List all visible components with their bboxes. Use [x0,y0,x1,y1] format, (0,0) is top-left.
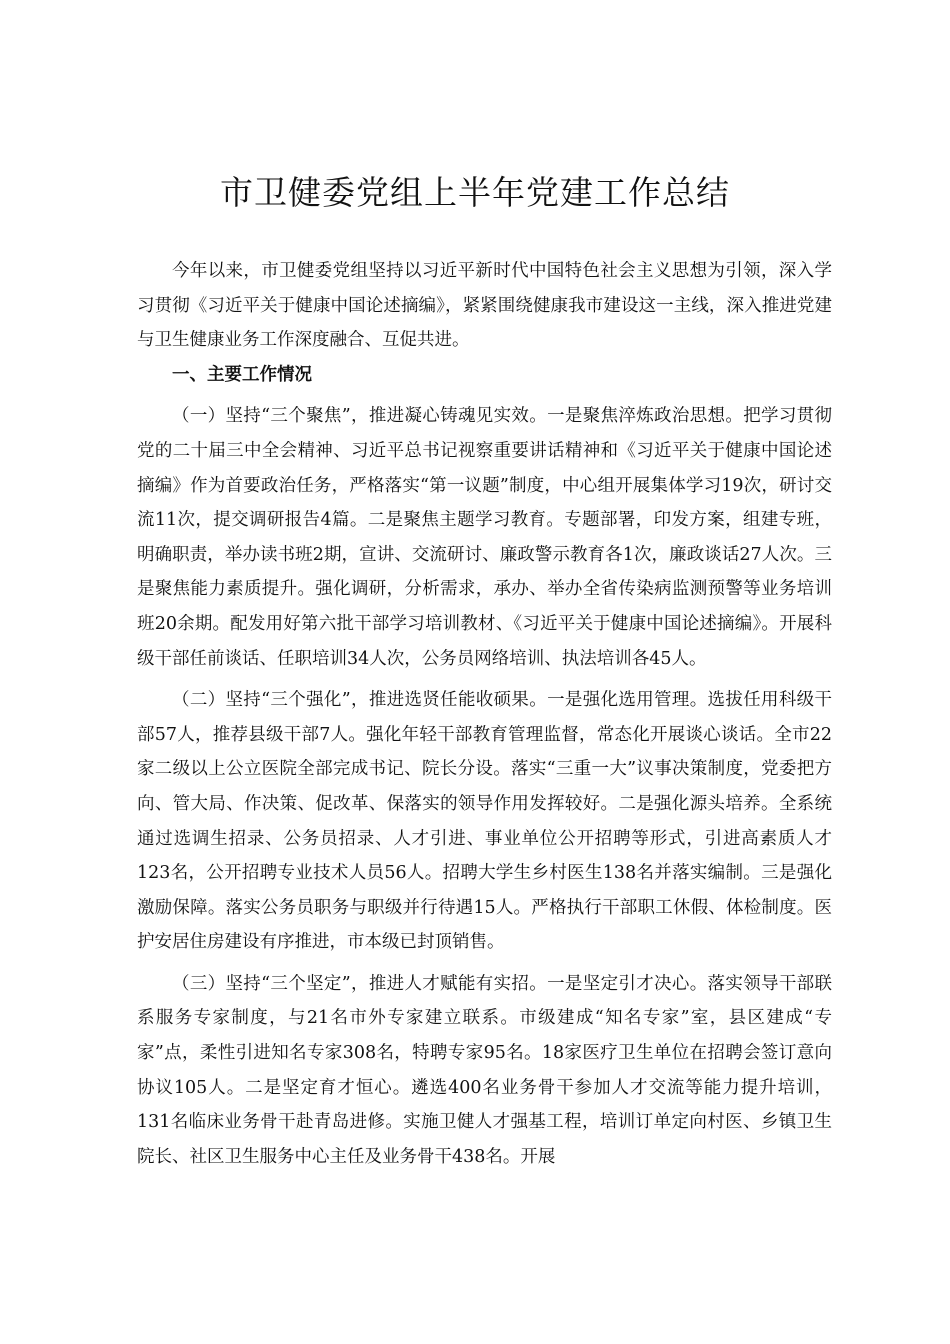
intro-paragraph: 今年以来，市卫健委党组坚持以习近平新时代中国特色社会主义思想为引领，深入学习贯彻《习近平关于健康中国论述摘编》，紧紧围绕健康我市建设这一主线，深入推进党建与卫生健康业务工作深度融合、互促共进。 [137,261,832,351]
document-title: 市卫健委党组上半年党建工作总结 [220,173,730,212]
body-paragraph-3: （三）坚持“三个坚定”，推进人才赋能有实招。一是坚定引才决心。落实领导干部联系服务专家制度，与21名市外专家建立联系。市级建成“知名专家”室，县区建成“专家”点，柔性引进知名专家308名，特聘专家95名。18家医疗卫生单位在招聘会签订意向协议105人。二是坚定育才恒心。遴选400名业务骨干参加人才交流等能力提升培训，131名临床业务骨干赴青岛进修。实施卫健人才强基工程，培训订单定向村医、乡镇卫生院长、社区卫生服务中心主任及业务骨干438名。开展 [137,973,832,1167]
body-paragraph-2: （二）坚持“三个强化”，推进选贤任能收硕果。一是强化选用管理。选拔任用科级干部57人，推荐县级干部7人。强化年轻干部教育管理监督，常态化开展谈心谈话。全市22家二级以上公立医院全部完成书记、院长分设。落实“三重一大”议事决策制度，党委把方向、管大局、作决策、促改革、保落实的领导作用发挥较好。二是强化源头培养。全系统通过选调生招录、公务员招录、人才引进、事业单位公开招聘等形式，引进高素质人才123名，公开招聘专业技术人员56人。招聘大学生乡村医生138名并落实编制。三是强化激励保障。落实公务员职务与职级并行待遇15人。严格执行干部职工休假、体检制度。医护安居住房建设有序推进，市本级已封顶销售。 [137,690,832,953]
body-paragraph-1: （一）坚持“三个聚焦”，推进凝心铸魂见实效。一是聚焦淬炼政治思想。把学习贯彻党的二十届三中全会精神、习近平总书记视察重要讲话精神和《习近平关于健康中国论述摘编》作为首要政治任务，严格落实“第一议题”制度，中心组开展集体学习19次，研讨交流11次，提交调研报告4篇。二是聚焦主题学习教育。专题部署，印发方案，组建专班，明确职责，举办读书班2期，宣讲、交流研讨、廉政警示教育各1次，廉政谈话27人次。三是聚焦能力素质提升。强化调研，分析需求，承办、举办全省传染病监测预警等业务培训班20余期。配发用好第六批干部学习培训教材、《习近平关于健康中国论述摘编》。开展科级干部任前谈话、任职培训34人次，公务员网络培训、执法培训各45人。 [137,406,832,669]
section-heading: 一、主要工作情况 [172,364,312,385]
document-body [137,254,832,1174]
